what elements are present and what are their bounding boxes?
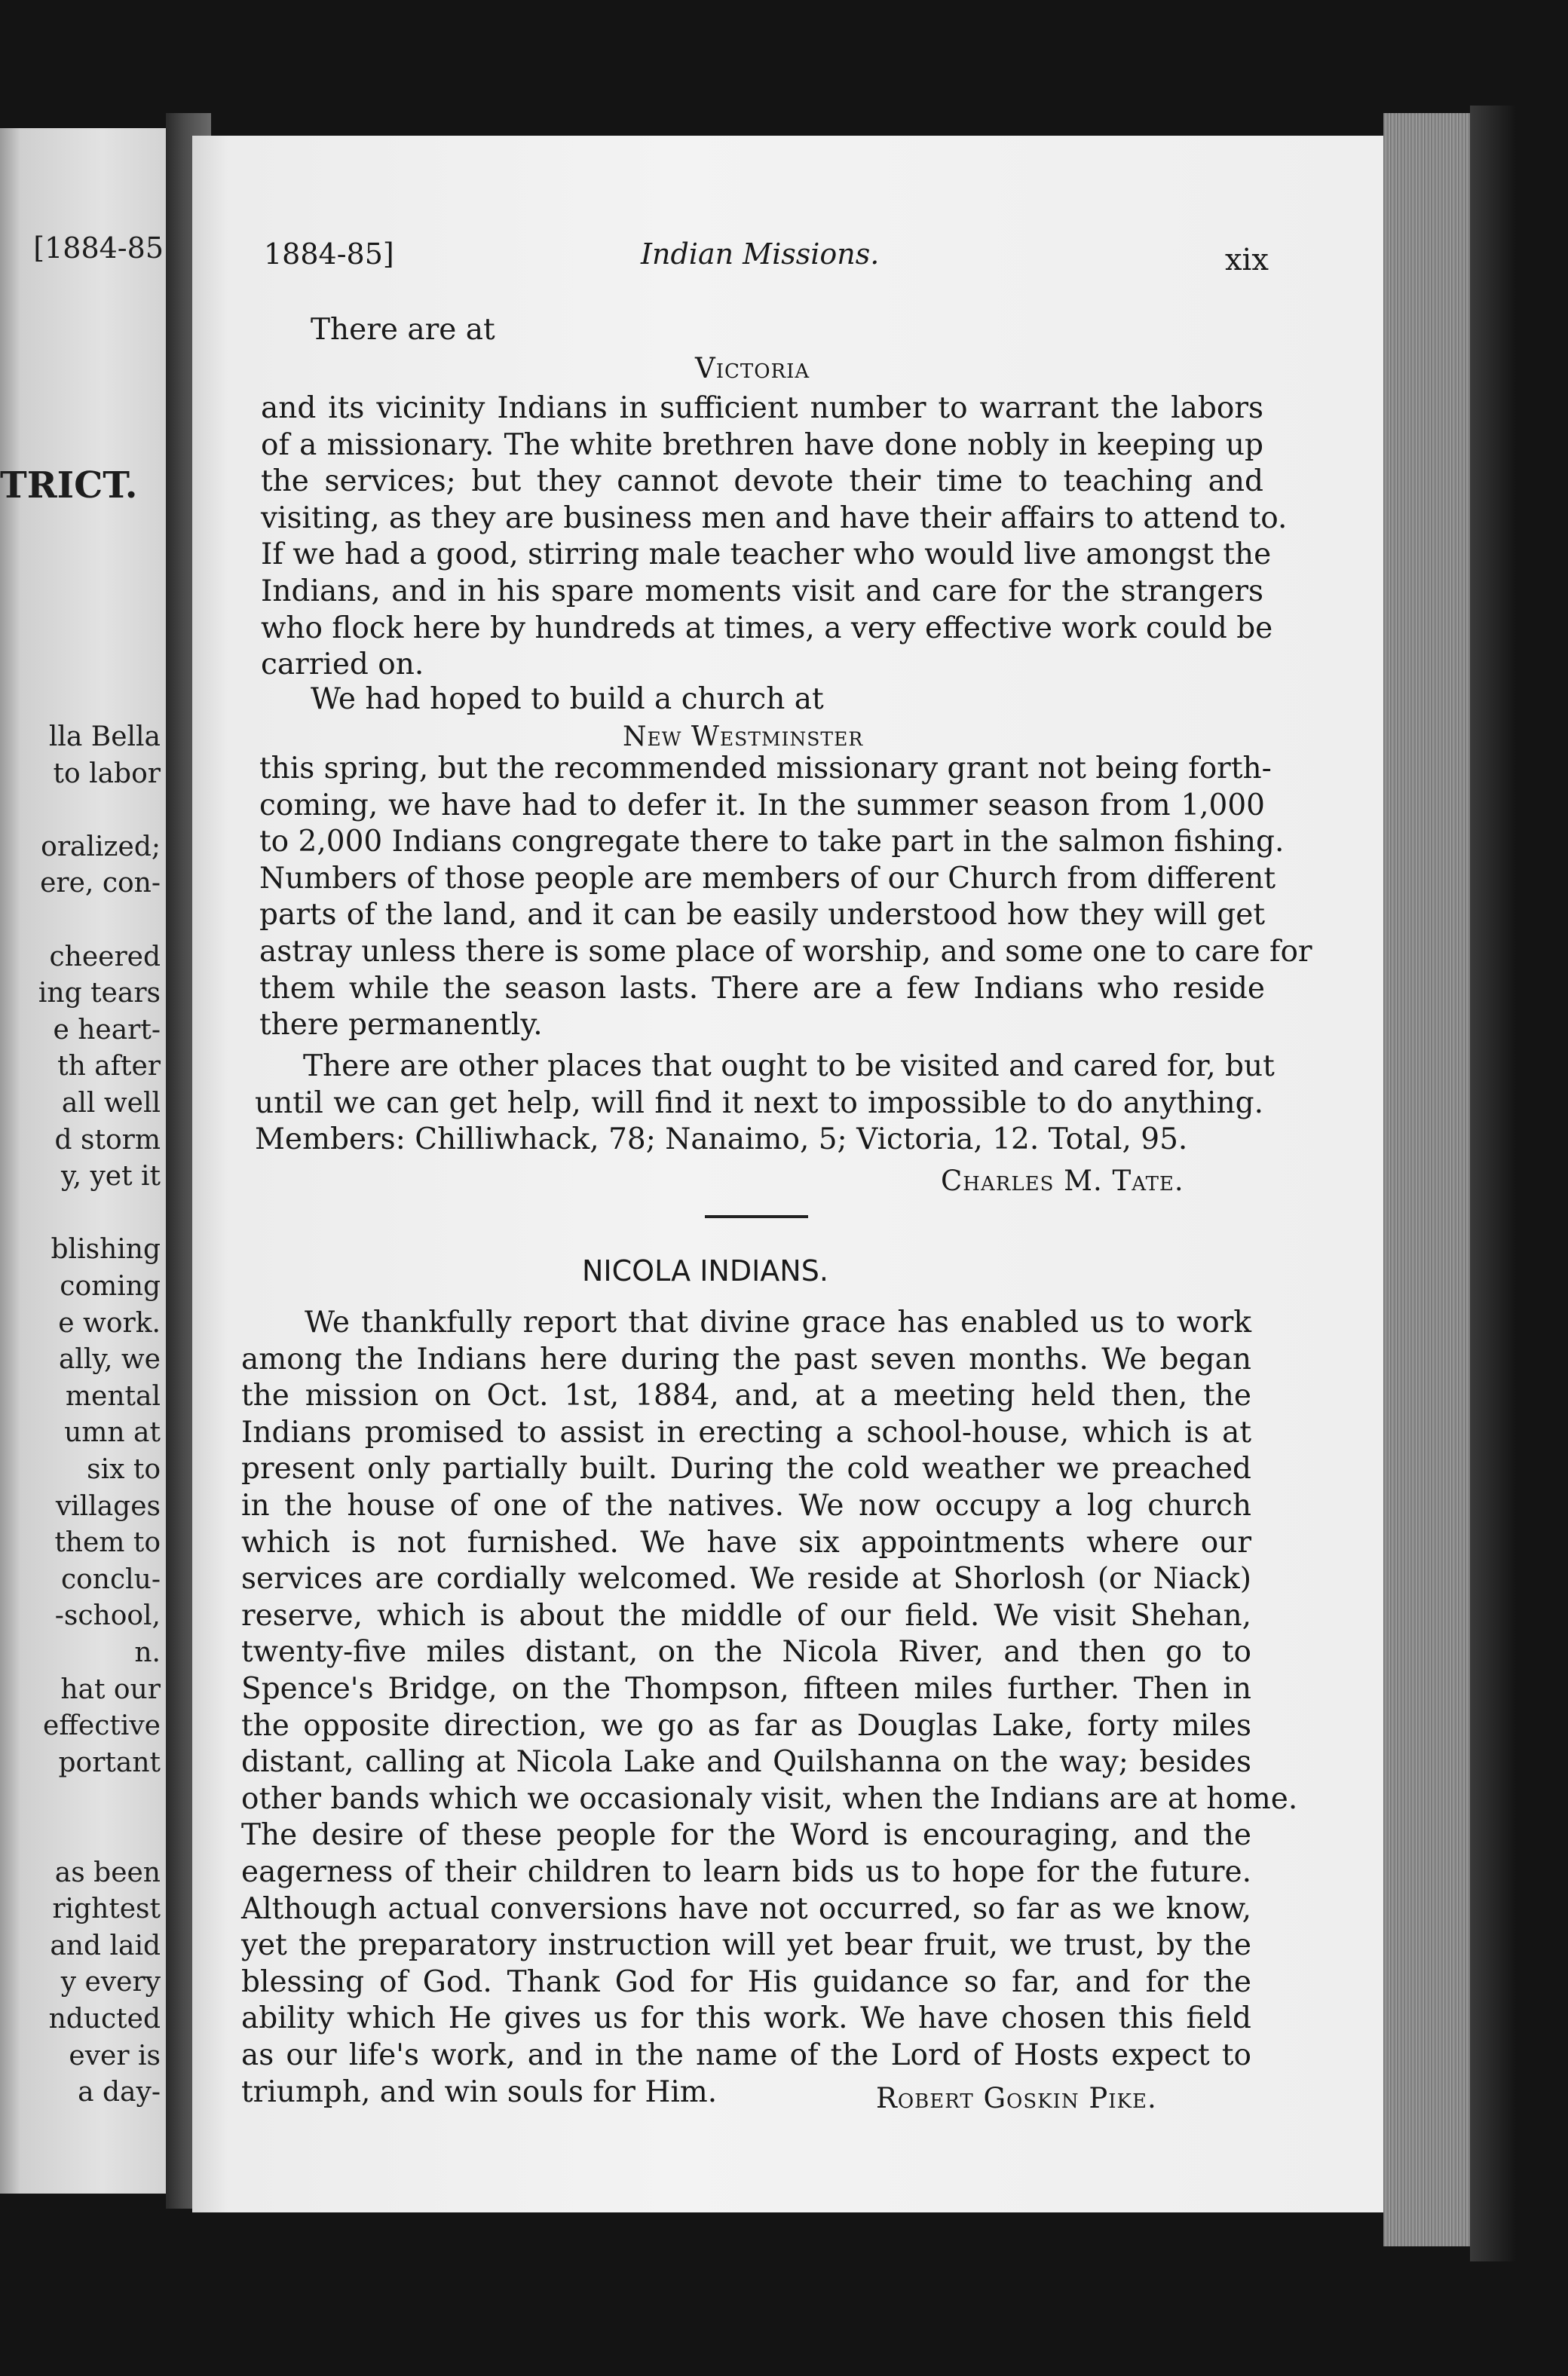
text-line: Numbers of those people are members of our Church from different: [259, 861, 1276, 896]
facing-page-line: ally, we: [58, 1344, 161, 1376]
facing-page-line: to labor: [53, 758, 161, 789]
text-line: twenty-five miles distant, on the Nicola River, and then go to: [241, 1635, 1251, 1670]
text-line: astray unless there is some place of worship, and some one to care for: [259, 935, 1312, 969]
victoria-heading: Victoria: [695, 352, 810, 384]
facing-page-line: d storm: [54, 1124, 161, 1156]
text-line: distant, calling at Nicola Lake and Quilshanna on the way; besides: [241, 1745, 1251, 1780]
new-westminster-heading: New Westminster: [623, 721, 864, 752]
text-line: If we had a good, stirring male teacher who would live amongst the: [261, 537, 1272, 572]
text-line: Members: Chilliwhack, 78; Nanaimo, 5; Victoria, 12. Total, 95.: [255, 1122, 1188, 1157]
text-line: who flock here by hundreds at times, a very effective work could be: [261, 611, 1273, 645]
facing-page-line: y every: [60, 1967, 161, 1998]
facing-page-line: mental: [65, 1380, 161, 1412]
facing-page-line: six to: [87, 1454, 161, 1485]
text-line: the mission on Oct. 1st, 1884, and, at a meeting held then, the: [241, 1379, 1251, 1413]
text-line: among the Indians here during the past seven months. We began: [241, 1342, 1251, 1376]
text-line: and its vicinity Indians in sufficient number to warrant the labors: [261, 391, 1263, 425]
facing-page-line: th after: [57, 1051, 161, 1082]
text-line: yet the preparatory instruction will yet bear fruit, we trust, by the: [241, 1928, 1251, 1963]
facing-page-line: ever is: [69, 2040, 161, 2071]
facing-page-line: ere, con-: [40, 868, 161, 899]
facing-page-district-heading: TRICT.: [0, 464, 138, 507]
text-line: parts of the land, and it can be easily understood how they will get: [259, 898, 1265, 932]
text-line: We thankfully report that divine grace has enabled us to work: [305, 1306, 1251, 1340]
facing-page-line: oralized;: [41, 831, 161, 862]
facing-page-line: e work.: [58, 1307, 161, 1339]
text-line: carried on.: [261, 648, 424, 682]
facing-page-line: them to: [54, 1527, 161, 1559]
facing-page-line: cheered: [49, 941, 161, 972]
facing-page-line: y, yet it: [61, 1161, 161, 1193]
page-edges-shadow: [1470, 106, 1515, 2261]
facing-page-line: rightest: [52, 1894, 161, 1925]
facing-page-line: a day-: [78, 2077, 161, 2108]
text-line: present only partially built. During the cold weather we preached: [241, 1452, 1251, 1487]
page-number: xix: [1225, 243, 1269, 277]
text-line: triumph, and win souls for Him.: [241, 2074, 718, 2109]
facing-page-line: n.: [134, 1637, 161, 1668]
facing-page-line: lla Bella: [48, 721, 161, 752]
text-line: Indians, and in his spare moments visit and care for the strangers: [261, 574, 1263, 608]
text-line: eagerness of their children to learn bids us to hope for the future.: [241, 1855, 1251, 1889]
text-line: other bands which we occasionaly visit, when the Indians are at home.: [241, 1781, 1298, 1816]
facing-page-line: ing tears: [38, 978, 161, 1009]
text-line: services are cordially welcomed. We reside at Shorlosh (or Niack): [241, 1562, 1251, 1597]
running-header-title: Indian Missions.: [641, 237, 880, 271]
text-line: the opposite direction, we go as far as Douglas Lake, forty miles: [241, 1708, 1251, 1743]
text-line: of a missionary. The white brethren have done nobly in keeping up: [261, 427, 1263, 462]
text-line: as our life's work, and in the name of the Lord of Hosts expect to: [241, 2038, 1251, 2072]
text-line: Although actual conversions have not occurred, so far as we know,: [241, 1891, 1251, 1926]
running-header-year: 1884-85]: [264, 237, 394, 271]
facing-page-header: [1884-85: [33, 231, 164, 265]
text-line: the services; but they cannot devote their time to teaching and: [261, 464, 1263, 499]
text-line: reserve, which is about the middle of our field. We visit Shehan,: [241, 1598, 1251, 1633]
text-line: coming, we have had to defer it. In the summer season from 1,000: [259, 788, 1265, 822]
text-line: there permanently.: [259, 1008, 543, 1043]
text-line: Spence's Bridge, on the Thompson, fifteen miles further. Then in: [241, 1672, 1251, 1706]
page-edges: [1383, 113, 1474, 2246]
new-westminster-intro: We had hoped to build a church at: [311, 682, 824, 716]
facing-page-line: blishing: [51, 1234, 161, 1266]
facing-page-line: umn at: [64, 1417, 161, 1449]
text-line: them while the season lasts. There are a few Indians who reside: [259, 971, 1265, 1006]
text-line: to 2,000 Indians congregate there to take part in the salmon fishing.: [259, 825, 1285, 859]
facing-page: [0, 128, 170, 2194]
facing-page-line: nducted: [48, 2004, 161, 2035]
facing-page-line: e heart-: [53, 1014, 161, 1046]
text-line: There are other places that ought to be visited and cared for, but: [303, 1049, 1275, 1083]
section-divider: [705, 1215, 808, 1218]
facing-page-line: -school,: [54, 1600, 161, 1632]
facing-page-line: all well: [61, 1088, 161, 1119]
facing-page-line: hat our: [60, 1673, 161, 1705]
text-line: until we can get help, will find it next to impossible to do anything.: [255, 1085, 1263, 1120]
signature-robert-pike: Robert Goskin Pike.: [876, 2082, 1157, 2114]
section-title: NICOLA INDIANS.: [582, 1254, 828, 1288]
facing-page-line: portant: [58, 1747, 161, 1778]
facing-page-line: coming: [60, 1271, 161, 1302]
facing-page-line: and laid: [50, 1930, 161, 1961]
victoria-intro: There are at: [311, 313, 495, 347]
facing-page-line: as been: [54, 1857, 161, 1888]
signature-charles-tate: Charles M. Tate.: [941, 1165, 1184, 1197]
text-line: The desire of these people for the Word is encouraging, and the: [241, 1818, 1251, 1853]
text-line: blessing of God. Thank God for His guidance so far, and for the: [241, 1964, 1251, 1999]
text-line: Indians promised to assist in erecting a school-house, which is at: [241, 1415, 1251, 1450]
text-line: this spring, but the recommended missionary grant not being forth-: [259, 752, 1272, 785]
text-line: ability which He gives us for this work. We have chosen this field: [241, 2001, 1251, 2036]
facing-page-line: effective: [43, 1710, 161, 1742]
facing-page-line: conclu-: [60, 1563, 161, 1595]
text-line: in the house of one of the natives. We now occupy a log church: [241, 1489, 1251, 1523]
text-line: visiting, as they are business men and have their affairs to attend to.: [261, 501, 1288, 535]
text-line: which is not furnished. We have six appointments where our: [241, 1525, 1251, 1560]
facing-page-line: villages: [55, 1490, 161, 1522]
